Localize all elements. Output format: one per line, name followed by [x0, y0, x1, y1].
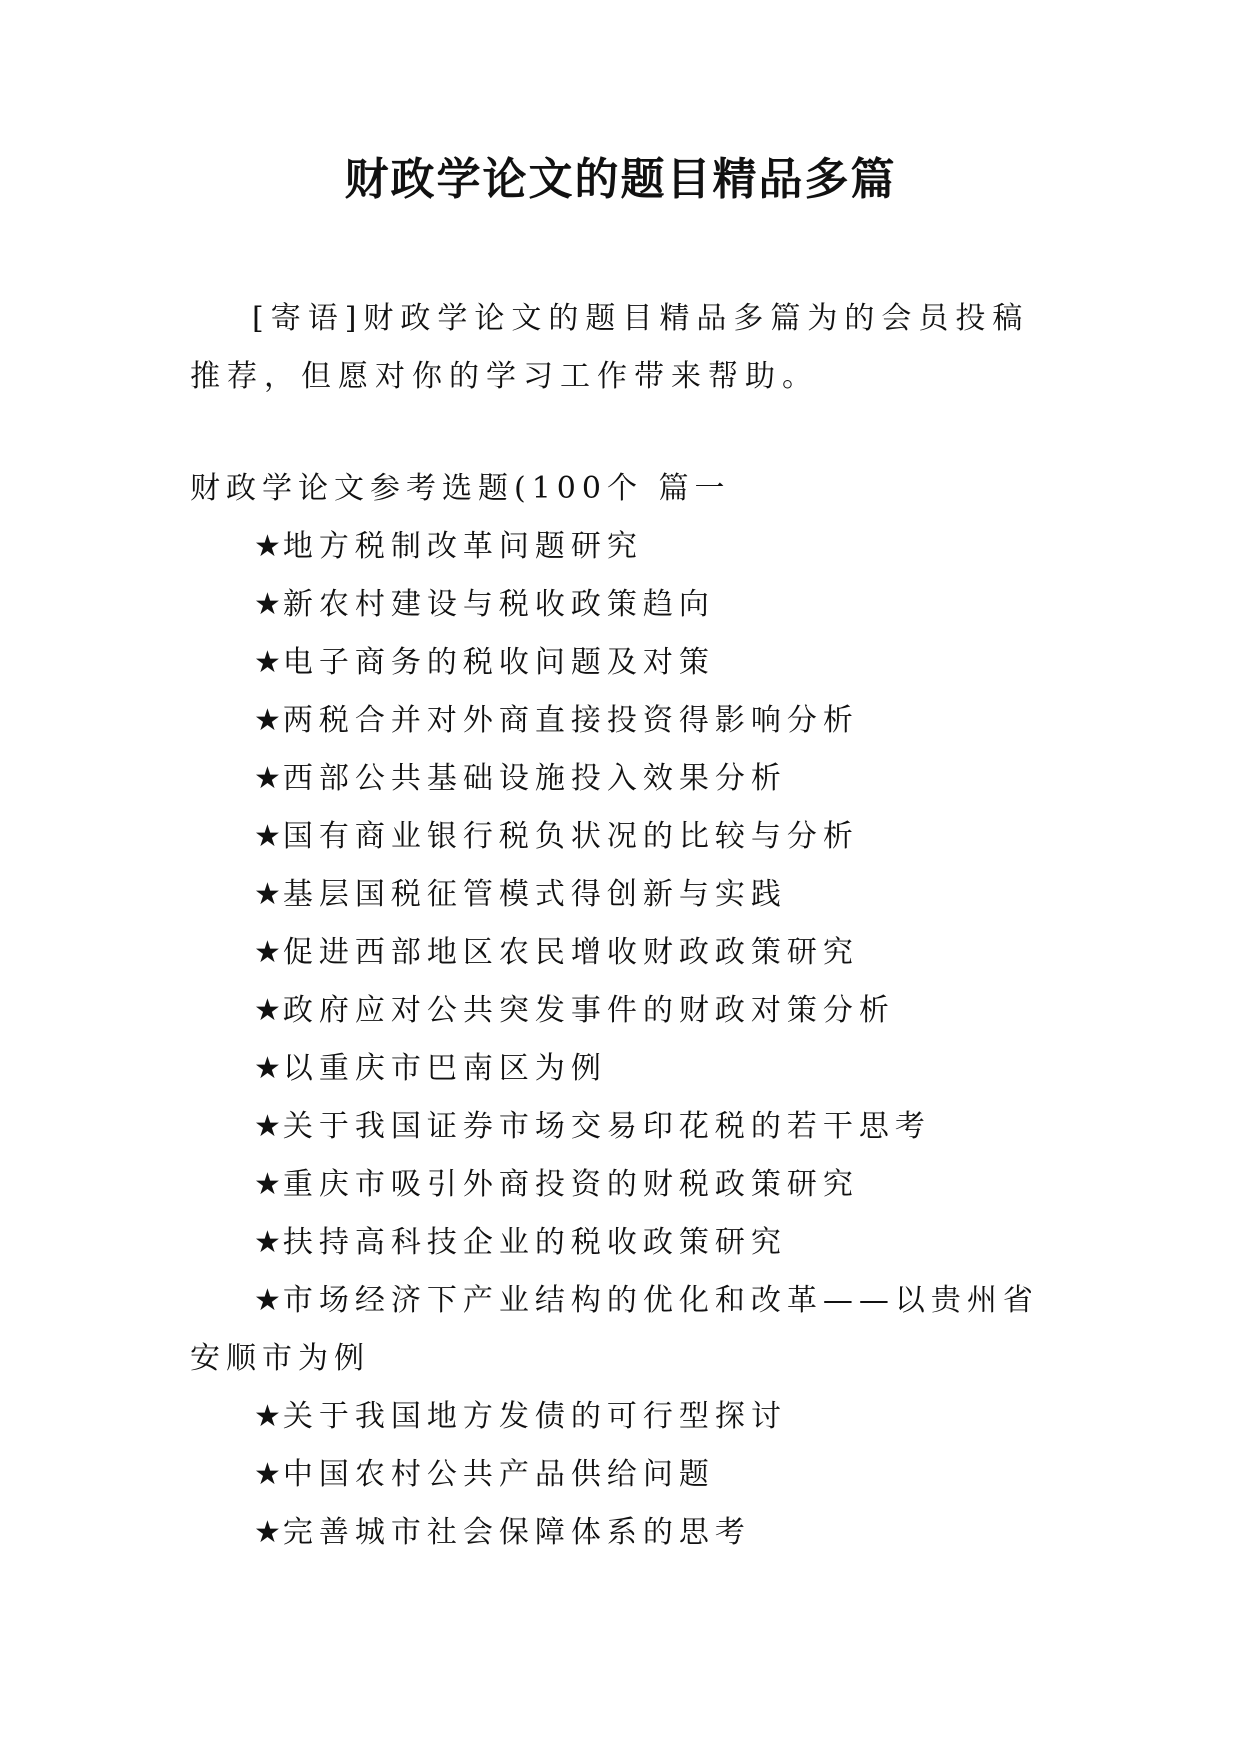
list-item [190, 1388, 1060, 1446]
section-heading: 财政学论文参考选题(100个 篇一 [190, 471, 731, 506]
list-item-text: 市场经济下产业结构的优化和改革——以贵州省安顺市为例 [190, 1283, 1039, 1376]
star-icon: ★ [254, 703, 281, 738]
star-icon: ★ [254, 645, 281, 680]
list-item-text: 西部公共基础设施投入效果分析 [282, 761, 787, 796]
star-icon: ★ [254, 1167, 281, 1202]
list-item-text: 促进西部地区农民增收财政政策研究 [282, 935, 859, 970]
list-item [190, 808, 1060, 866]
list-item-text: 电子商务的税收问题及对策 [282, 645, 715, 680]
topic-list [190, 518, 1060, 1562]
list-item-text: 地方税制改革问题研究 [282, 529, 643, 564]
star-icon: ★ [254, 1225, 281, 1260]
list-item [190, 1040, 1060, 1098]
list-item-text: 新农村建设与税收政策趋向 [282, 587, 715, 622]
star-icon: ★ [254, 1109, 281, 1144]
list-item [190, 634, 1060, 692]
list-item [190, 924, 1060, 982]
list-item-text: 两税合并对外商直接投资得影响分析 [282, 703, 859, 738]
star-icon: ★ [254, 587, 281, 622]
list-item-text: 中国农村公共产品供给问题 [282, 1457, 715, 1492]
star-icon: ★ [254, 877, 281, 912]
list-item [190, 982, 1060, 1040]
star-icon: ★ [254, 761, 281, 796]
list-item [190, 750, 1060, 808]
list-item-text: 以重庆市巴南区为例 [282, 1051, 607, 1086]
list-item-text: 完善城市社会保障体系的思考 [282, 1515, 751, 1550]
star-icon: ★ [254, 1283, 281, 1318]
list-item [190, 1156, 1060, 1214]
list-item [190, 1446, 1060, 1504]
list-item [190, 518, 1060, 576]
star-icon: ★ [254, 1457, 281, 1492]
list-item [190, 1098, 1060, 1156]
star-icon: ★ [254, 935, 281, 970]
star-icon: ★ [254, 1051, 281, 1086]
list-item [190, 1504, 1060, 1562]
list-item-text: 重庆市吸引外商投资的财税政策研究 [282, 1167, 859, 1202]
star-icon: ★ [254, 1515, 281, 1550]
list-item [190, 1214, 1060, 1272]
document-title: 财政学论文的题目精品多篇 [344, 154, 897, 205]
list-item-text: 扶持高科技企业的税收政策研究 [282, 1225, 787, 1260]
list-item-text: 关于我国地方发债的可行型探讨 [282, 1399, 787, 1434]
star-icon: ★ [254, 1399, 281, 1434]
star-icon: ★ [254, 819, 281, 854]
star-icon: ★ [254, 993, 281, 1028]
list-item [190, 576, 1060, 634]
intro-paragraph: [寄语]财政学论文的题目精品多篇为的会员投稿推荐，但愿对你的学习工作带来帮助。 [190, 301, 1030, 394]
list-item [190, 866, 1060, 924]
list-item-text: 国有商业银行税负状况的比较与分析 [282, 819, 859, 854]
list-item-text: 关于我国证券市场交易印花税的若干思考 [282, 1109, 931, 1144]
list-item [190, 1272, 1060, 1388]
list-item-text: 基层国税征管模式得创新与实践 [282, 877, 787, 912]
list-item [190, 692, 1060, 750]
star-icon: ★ [254, 529, 281, 564]
list-item-text: 政府应对公共突发事件的财政对策分析 [282, 993, 895, 1028]
